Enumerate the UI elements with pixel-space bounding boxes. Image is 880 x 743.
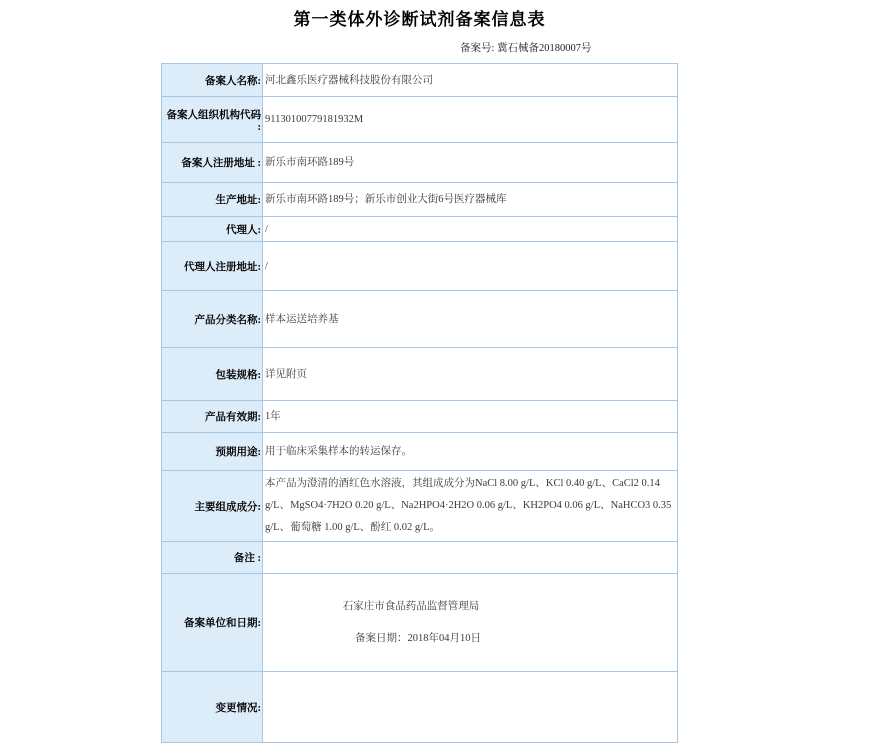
filing-unit-date-block bbox=[265, 599, 557, 646]
label-agent: 代理人: bbox=[162, 217, 263, 242]
table-row-agent-address bbox=[162, 242, 678, 291]
label-product-category: 产品分类名称: bbox=[162, 291, 263, 348]
filing-date: 备案日期：2018年04月10日 bbox=[355, 633, 481, 644]
table-row-main-components bbox=[162, 471, 678, 542]
label-registered-address: 备案人注册地址 : bbox=[162, 143, 263, 183]
table-row-filer-name bbox=[162, 64, 678, 97]
label-filer-name: 备案人名称: bbox=[162, 64, 263, 97]
label-org-code: 备案人组织机构代码 : bbox=[162, 97, 263, 143]
value-filer-name: 河北鑫乐医疗器械科技股份有限公司 bbox=[263, 64, 678, 97]
label-agent-address: 代理人注册地址: bbox=[162, 242, 263, 291]
table-row-change-status bbox=[162, 672, 678, 743]
value-org-code: 91130100779181932M bbox=[263, 97, 678, 143]
value-change-status bbox=[263, 672, 678, 743]
value-product-category: 样本运送培养基 bbox=[263, 291, 678, 348]
table-row-filing-unit-date bbox=[162, 574, 678, 672]
value-registered-address: 新乐市南环路189号 bbox=[263, 143, 678, 183]
value-agent-address: / bbox=[263, 242, 678, 291]
table-row-product-category bbox=[162, 291, 678, 348]
value-filing-unit-date bbox=[263, 574, 678, 672]
value-intended-use: 用于临床采集样本的转运保存。 bbox=[263, 433, 678, 471]
label-production-address: 生产地址: bbox=[162, 183, 263, 217]
value-package-spec: 详见附页 bbox=[263, 348, 678, 401]
label-change-status: 变更情况: bbox=[162, 672, 263, 743]
table-row-org-code bbox=[162, 97, 678, 143]
table-row-production-address bbox=[162, 183, 678, 217]
table-row-validity-period bbox=[162, 401, 678, 433]
table-row-registered-address bbox=[162, 143, 678, 183]
filing-info-table bbox=[161, 63, 678, 743]
value-agent: / bbox=[263, 217, 678, 242]
label-remarks: 备注 : bbox=[162, 542, 263, 574]
label-main-components: 主要组成成分: bbox=[162, 471, 263, 542]
page-title: 第一类体外诊断试剂备案信息表 bbox=[293, 10, 546, 29]
table-row-agent bbox=[162, 217, 678, 242]
value-remarks bbox=[263, 542, 678, 574]
table-row-remarks bbox=[162, 542, 678, 574]
filing-number: 备案号: 冀石械备20180007号 bbox=[460, 43, 592, 54]
value-production-address: 新乐市南环路189号；新乐市创业大街6号医疗器械库 bbox=[263, 183, 678, 217]
filing-unit: 石家庄市食品药品监督管理局 bbox=[342, 601, 480, 612]
label-package-spec: 包装规格: bbox=[162, 348, 263, 401]
label-intended-use: 预期用途: bbox=[162, 433, 263, 471]
value-validity-period: 1年 bbox=[263, 401, 678, 433]
value-main-components: 本产品为澄清的酒红色水溶液，其组成成分为NaCl 8.00 g/L、KCl 0.40 g/L、CaCl2 0.14 g/L、MgSO4·7H2O 0.20 g/L、Na2HPO4·2H2O 0.06 g/L、KH2PO4 0.06 g/L、NaHCO3 0.35 g/L、葡萄糖 1.00 g/L、酚红 0.02 g/L。 bbox=[263, 471, 678, 542]
label-filing-unit-date: 备案单位和日期: bbox=[162, 574, 263, 672]
table-row-package-spec bbox=[162, 348, 678, 401]
label-validity-period: 产品有效期: bbox=[162, 401, 263, 433]
table-row-intended-use bbox=[162, 433, 678, 471]
